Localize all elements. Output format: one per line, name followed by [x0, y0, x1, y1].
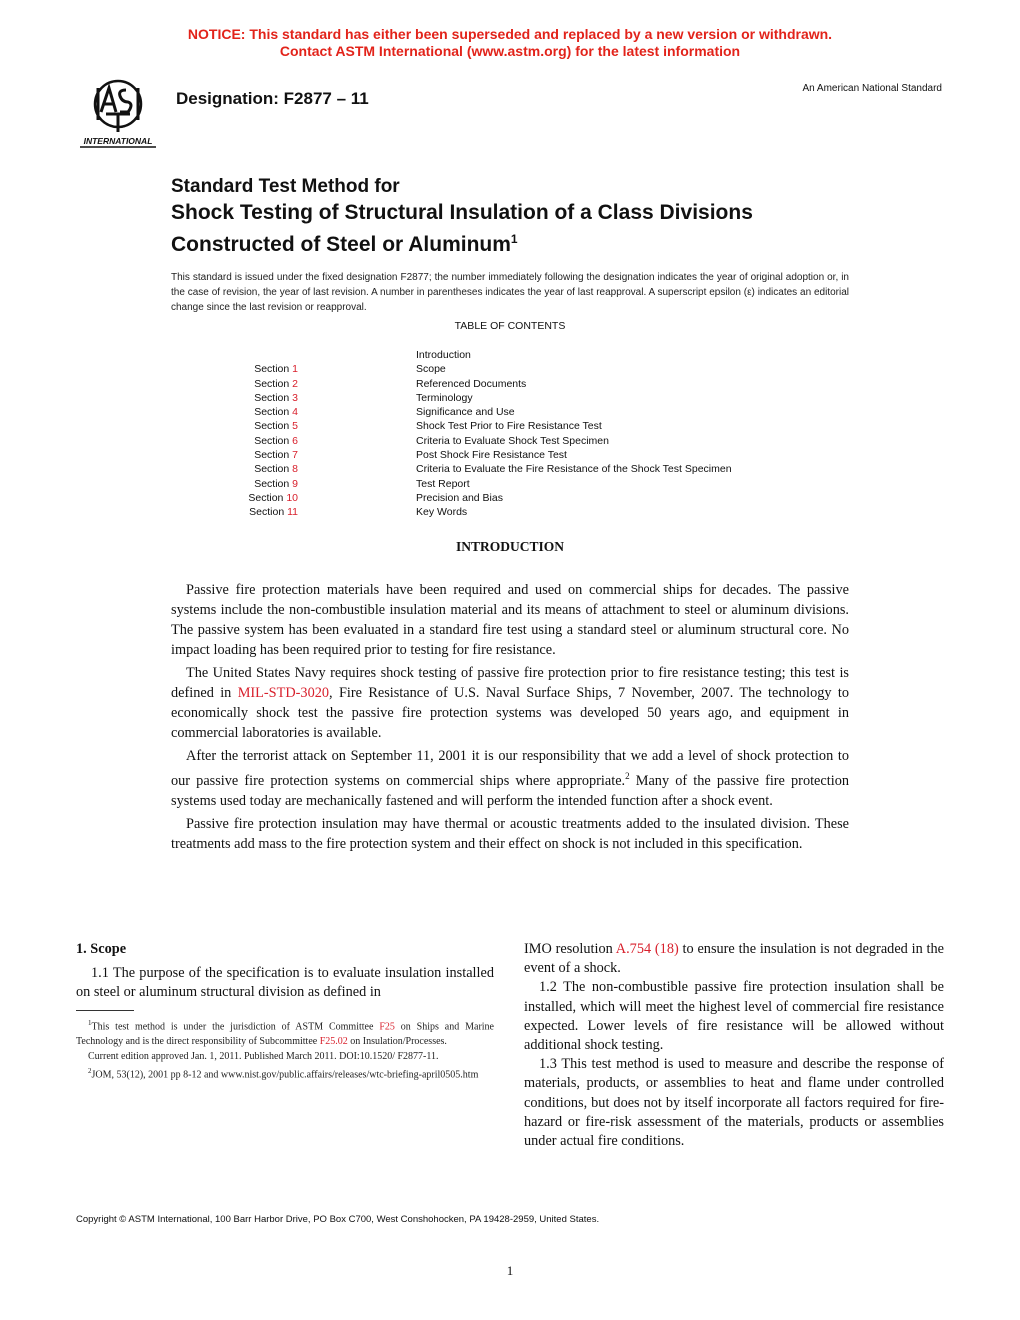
title-line-2: Shock Testing of Structural Insulation of a Class Divisions — [171, 201, 753, 224]
toc-section-ref — [254, 391, 298, 405]
imo-a754-link[interactable]: A.754 (18) — [615, 941, 679, 957]
intro-p2-text-cont: , Fire Resistance of U.S. Naval Surface Ships, 7 November, 2007. The technology to economically shock test the passive fire protection systems was developed 50 years ago, and equipment in commercial laboratories is available. — [171, 685, 849, 741]
scope-left-column — [76, 940, 494, 1003]
scope-1-1-cont-text: IMO resolution — [524, 941, 616, 957]
toc-section-name: Introduction — [416, 349, 471, 361]
toc-section-link[interactable]: 6 — [292, 434, 298, 447]
toc-section-link[interactable]: 9 — [292, 477, 298, 490]
toc-section-name: Precision and Bias — [416, 491, 503, 504]
intro-paragraph-2 — [171, 663, 849, 743]
toc-section-ref — [248, 491, 298, 505]
toc-section-prefix: Section — [254, 477, 293, 490]
toc-section-link[interactable]: 8 — [292, 463, 298, 476]
footnote-1-text-c: on Insulation/Processes. — [347, 1036, 447, 1048]
f25-02-link[interactable]: F25.02 — [319, 1036, 348, 1048]
toc-section-link[interactable]: 4 — [292, 406, 298, 419]
astm-logo — [76, 74, 160, 150]
footnote-2-text: JOM, 53(12), 2001 pp 8-12 and www.nist.gov/public.affairs/releases/wtc-briefing-april0505.htm — [91, 1069, 479, 1081]
toc-section-link[interactable]: 2 — [292, 377, 298, 390]
toc-section-prefix: Section — [254, 420, 293, 433]
withdrawal-notice — [0, 26, 1020, 60]
toc-section-ref — [254, 362, 298, 376]
title-line-3 — [171, 226, 753, 258]
logo-text: INTERNATIONAL — [83, 136, 153, 146]
toc-section-name: Terminology — [416, 391, 473, 404]
toc-section-ref — [249, 505, 298, 519]
title-line-3-text: Constructed of Steel or Aluminum — [171, 233, 511, 256]
intro-paragraph-3 — [171, 746, 849, 811]
scope-1-1-cont — [524, 940, 944, 978]
toc-section-ref — [254, 448, 298, 462]
footnote-2-ref: 2 — [625, 771, 630, 781]
toc-section-link[interactable]: 7 — [292, 449, 298, 462]
f25-link[interactable]: F25 — [379, 1021, 395, 1033]
footnote-edition: Current edition approved Jan. 1, 2011. Published March 2011. DOI:10.1520/ F2877-11. — [88, 1051, 439, 1063]
intro-paragraph-4: Passive fire protection insulation may have thermal or acoustic treatments added to the insulated division. These treatments add mass to the fire protection system and their effect on shock is not included in this specification. — [171, 815, 849, 852]
footnote-divider — [76, 1010, 134, 1011]
footnote-1-text: This test method is under the jurisdiction of ASTM Committee — [91, 1021, 380, 1033]
footnote-2 — [76, 1064, 494, 1082]
toc-section-name: Scope — [416, 363, 446, 376]
toc-section-name: Shock Test Prior to Fire Resistance Test — [416, 420, 602, 433]
scope-heading: 1. Scope — [76, 941, 127, 957]
scope-right-column — [524, 940, 944, 1151]
intro-p3-text: After the terrorist attack on September 11, 2001 it is our responsibility that we add a level of shock protection to our passive fire protection systems on commercial ships where appropriate. — [171, 748, 849, 789]
american-national-standard-label: An American National Standard — [802, 83, 942, 94]
footnote-1-mark: 1 — [88, 1019, 92, 1027]
designation: Designation: F2877 – 11 — [176, 89, 369, 108]
toc-section-prefix: Section — [249, 506, 288, 519]
footnote-1 — [76, 1016, 494, 1049]
toc-section-prefix: Section — [254, 449, 293, 462]
toc-section-prefix: Section — [254, 391, 293, 404]
toc-section-prefix: Section — [254, 363, 293, 376]
toc-section-link[interactable]: 1 — [292, 363, 298, 376]
intro-p3-text-cont: Many of the passive fire protection systems used today are mechanically fastened and will perform the intended function after a shock event. — [171, 772, 849, 809]
scope-1-1-cont-text-b: to ensure the insulation is not degraded in the event of a shock. — [524, 941, 944, 977]
toc-section-prefix: Section — [248, 491, 287, 504]
astm-logo-icon — [76, 74, 160, 150]
toc-section-name: Key Words — [416, 506, 468, 519]
copyright: Copyright © ASTM International, 100 Barr Harbor Drive, PO Box C700, West Conshohocken, PA 19428-2959, United States. — [76, 1214, 600, 1225]
toc-section-link[interactable]: 5 — [292, 420, 298, 433]
mil-std-3020-link[interactable]: MIL-STD-3020 — [237, 685, 330, 701]
title-line-1: Standard Test Method for — [171, 176, 400, 197]
toc-section-link[interactable]: 3 — [292, 391, 298, 404]
title-footnote-mark: 1 — [510, 232, 518, 246]
scope-1-2: 1.2 The non-combustible passive fire protection insulation shall be installed, which will meet the highest level of commercial fire resistance expected. Lower levels of fire resistance will be allowed without additional shock testing. — [524, 979, 944, 1054]
toc-section-ref — [254, 405, 298, 419]
toc-section-name: Significance and Use — [416, 406, 515, 419]
preamble: This standard is issued under the fixed designation F2877; the number immediately following the designation indicates the year of original adoption or, in the case of revision, the year of last revision. A number in parentheses indicates the year of last reapproval. A superscript epsilon (ε) indicates an editorial change since the last revision or reapproval. — [171, 272, 849, 313]
footnote-1-text-b: on Ships and Marine Technology and is the direct responsibility of Subcommittee — [76, 1021, 494, 1048]
notice-line-2: Contact ASTM International (www.astm.org) for the latest information — [279, 43, 741, 59]
toc-section-ref — [254, 377, 298, 391]
toc-section-link[interactable]: 10 — [286, 491, 298, 504]
scope-1-3: 1.3 This test method is used to measure and describe the response of materials, products, or assemblies to heat and flame under controlled conditions, but does not by itself incorporate all factors required for fire-hazard or fire-risk assessment of the materials, products or assemblies under actual fire conditions. — [524, 1056, 944, 1150]
toc-section-prefix: Section — [254, 434, 293, 447]
toc-section-ref — [254, 419, 298, 433]
toc-section-link[interactable]: 11 — [287, 506, 298, 519]
toc-section-name: Post Shock Fire Resistance Test — [416, 449, 567, 462]
toc-section-ref — [254, 477, 298, 491]
footnote-2-mark: 2 — [88, 1067, 92, 1076]
intro-p2-text: The United States Navy requires shock testing of passive fire protection prior to fire resistance testing; this test is defined in — [171, 665, 849, 701]
scope-1-1: 1.1 The purpose of the specification is to evaluate insulation installed on steel or aluminum structural division as defined in — [76, 964, 494, 1000]
toc-section-name: Criteria to Evaluate the Fire Resistance of the Shock Test Specimen — [416, 463, 732, 476]
page-number: 1 — [506, 1263, 514, 1278]
toc-section-prefix: Section — [254, 377, 293, 390]
toc-section-prefix: Section — [254, 463, 293, 476]
toc-section-ref — [254, 434, 298, 448]
footnotes — [76, 1016, 494, 1083]
toc-section-prefix: Section — [254, 406, 293, 419]
toc-section-name: Referenced Documents — [416, 377, 527, 390]
toc-section-name: Test Report — [416, 477, 470, 490]
introduction-body — [171, 580, 849, 857]
document-title — [171, 175, 753, 258]
intro-paragraph-1: Passive fire protection materials have been required and used on commercial ships for decades. The passive systems include the non-combustible insulation material and its means of attachment to steel or aluminum divisions. The passive system has been evaluated in a standard fire test using a standard steel or aluminum structural core. No impact loading has been required prior to testing for fire resistance. — [171, 582, 849, 658]
notice-line-1: NOTICE: This standard has either been superseded and replaced by a new version or withdrawn. — [187, 26, 833, 42]
toc-heading: TABLE OF CONTENTS — [454, 320, 566, 332]
toc-section-name: Criteria to Evaluate Shock Test Specimen — [416, 434, 609, 447]
introduction-heading: INTRODUCTION — [455, 539, 564, 554]
toc-section-ref — [254, 462, 298, 476]
